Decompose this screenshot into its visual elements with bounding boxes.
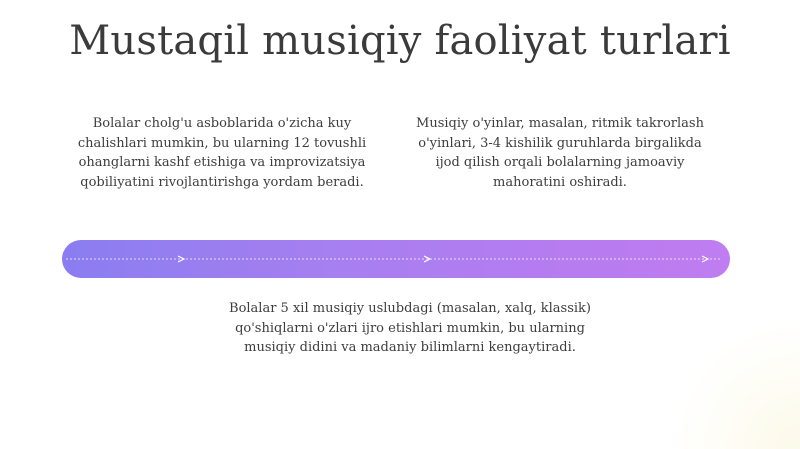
text-block-left: Bolalar cholg'u asboblarida o'zicha kuy chalishlari mumkin, bu ularning 12 tovushli ohanglarni kashf etishiga va improvizatsiya qobiliyatini rivojlantirishga yordam beradi. [77, 116, 367, 190]
timeline-bar [62, 240, 730, 278]
timeline-arrows [62, 240, 730, 278]
slide-title: Mustaqil musiqiy faoliyat turlari [69, 18, 731, 64]
text-block-bottom: Bolalar 5 xil musiqiy uslubdagi (masalan, xalq, klassik) qo'shiqlarni o'zlari ijro etishlari mumkin, bu ularning musiqiy didini va madaniy bilimlarni kengaytiradi. [229, 301, 591, 355]
text-block-right: Musiqiy o'yinlar, masalan, ritmik takrorlash o'yinlari, 3-4 kishilik guruhlarda birgalikda ijod qilish orqali bolalarning jamoaviy mahoratini oshiradi. [416, 116, 704, 190]
corner-decoration [680, 309, 800, 449]
